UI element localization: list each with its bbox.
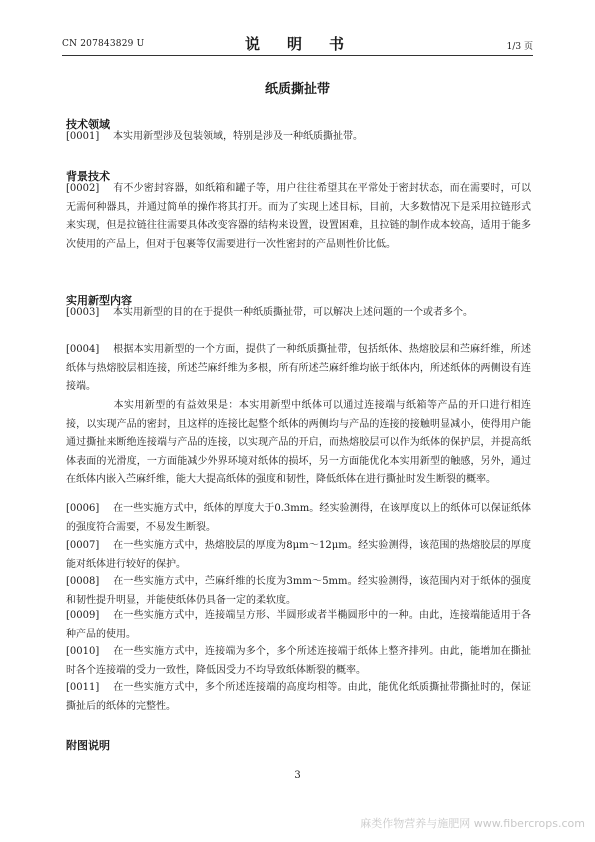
page-number: 3 (294, 770, 301, 781)
paragraph-0010 (66, 643, 531, 680)
paragraph-text: 在一些实施方式中，多个所述连接端的高度均相等。由此，能优化纸质撕扯带撕扯时的，保证撕扯后的纸体的完整性。 (66, 682, 531, 712)
paragraph-number: [0004] (66, 344, 100, 355)
document-type-heading: 说 明 书 (244, 35, 350, 53)
paragraph-text: 根据本实用新型的一个方面，提供了一种纸质撕扯带，包括纸体、热熔胶层和苎麻纤维，所述纸体与热熔胶层相连接，所述苎麻纤维为多根，所有所述苎麻纤维均嵌于纸体内，所述纸体的两侧设有连接端。 (66, 344, 531, 392)
paragraph-number: [0001] (66, 131, 100, 142)
paragraph-text: 在一些实施方式中，热熔胶层的厚度为8μm～12μm。经实验测得，该范围的热熔胶层的厚度能对纸体进行较好的保护。 (66, 540, 531, 570)
paragraph-text: 本实用新型涉及包装领域，特别是涉及一种纸质撕扯带。 (113, 131, 363, 142)
paragraph-0001 (66, 128, 531, 147)
paragraph-0007 (66, 537, 531, 574)
paragraph-number: [0011] (66, 682, 100, 693)
paragraph-number: [0008] (66, 576, 100, 587)
section-heading-background: 背景技术 (66, 170, 110, 183)
paragraph-0011 (66, 679, 531, 716)
publication-number: CN 207843829 U (62, 39, 145, 49)
document-title: 纸质撕扯带 (264, 82, 330, 97)
paragraph-0004 (66, 341, 531, 397)
header-divider (62, 55, 533, 56)
section-heading-drawings: 附图说明 (66, 739, 110, 752)
paragraph-number: [0006] (66, 503, 100, 514)
section-heading-utility-content: 实用新型内容 (66, 294, 132, 307)
paragraph-0003 (66, 304, 531, 323)
paragraph-0008 (66, 573, 531, 610)
paragraph-number: [0002] (66, 183, 100, 194)
paragraph-text: 在一些实施方式中，纸体的厚度大于0.3mm。经实验测得，在该厚度以上的纸体可以保证纸体的强度符合需要，不易发生断裂。 (66, 503, 531, 533)
paragraph-0006 (66, 500, 531, 537)
section-heading-technical-field: 技术领域 (66, 118, 110, 131)
paragraph-0009 (66, 607, 531, 644)
paragraph-number: [0003] (66, 307, 100, 318)
paragraph-0002 (66, 180, 531, 254)
paragraph-text: 有不少密封容器，如纸箱和罐子等，用户往往希望其在平常处于密封状态，而在需要时，可以无需何种器具，并通过简单的操作将其打开。而为了实现上述目标，目前，大多数情况下是采用拉链形式来实现，但是拉链往往需要具体改变容器的结构来设置，设置困难，且拉链的制作成本较高，适用于能多次使用的产品上，但对于包裹等仅需要进行一次性密封的产品则性价比低。 (66, 183, 531, 250)
paragraph-text: 在一些实施方式中，苎麻纤维的长度为3mm～5mm。经实验测得，该范围内对于纸体的强度和韧性提升明显，并能使纸体仍具备一定的柔软度。 (66, 576, 531, 606)
paragraph-text: 本实用新型的目的在于提供一种纸质撕扯带，可以解决上述问题的一个或者多个。 (113, 307, 473, 318)
paragraph-number: [0009] (66, 610, 100, 621)
paragraph-text: 在一些实施方式中，连接端呈方形、半圆形或者半椭圆形中的一种。由此，连接端能适用于各种产品的使用。 (66, 610, 531, 640)
paragraph-text: 本实用新型的有益效果是：本实用新型中纸体可以通过连接端与纸箱等产品的开口进行相连接，以实现产品的密封，且这样的连接比起整个纸体的两侧均与产品的连接的接触明显减小，使得用户能通过撕扯来断绝连接端与产品的连接，以实现产品的开启，而热熔胶层可以作为纸体的保护层，并提高纸体表面的光滑度，一方面能减少外界环境对纸体的损坏，另一方面能优化本实用新型的触感，另外，通过在纸体内嵌入苎麻纤维，能大大提高纸体的强度和韧性，降低纸体在进行撕扯时发生断裂的概率。 (66, 400, 531, 485)
watermark: 麻类作物营养与施肥网 www.fibercrops.com (360, 817, 585, 830)
paragraph-number: [0007] (66, 540, 100, 551)
page-indicator: 1/3 页 (506, 42, 533, 52)
paragraph-number: [0010] (66, 646, 100, 657)
paragraph-0005 (66, 397, 531, 490)
paragraph-text: 在一些实施方式中，连接端为多个，多个所述连接端于纸体上整齐排列。由此，能增加在撕扯时各个连接端的受力一致性，降低因受力不均导致纸体断裂的概率。 (66, 646, 531, 676)
